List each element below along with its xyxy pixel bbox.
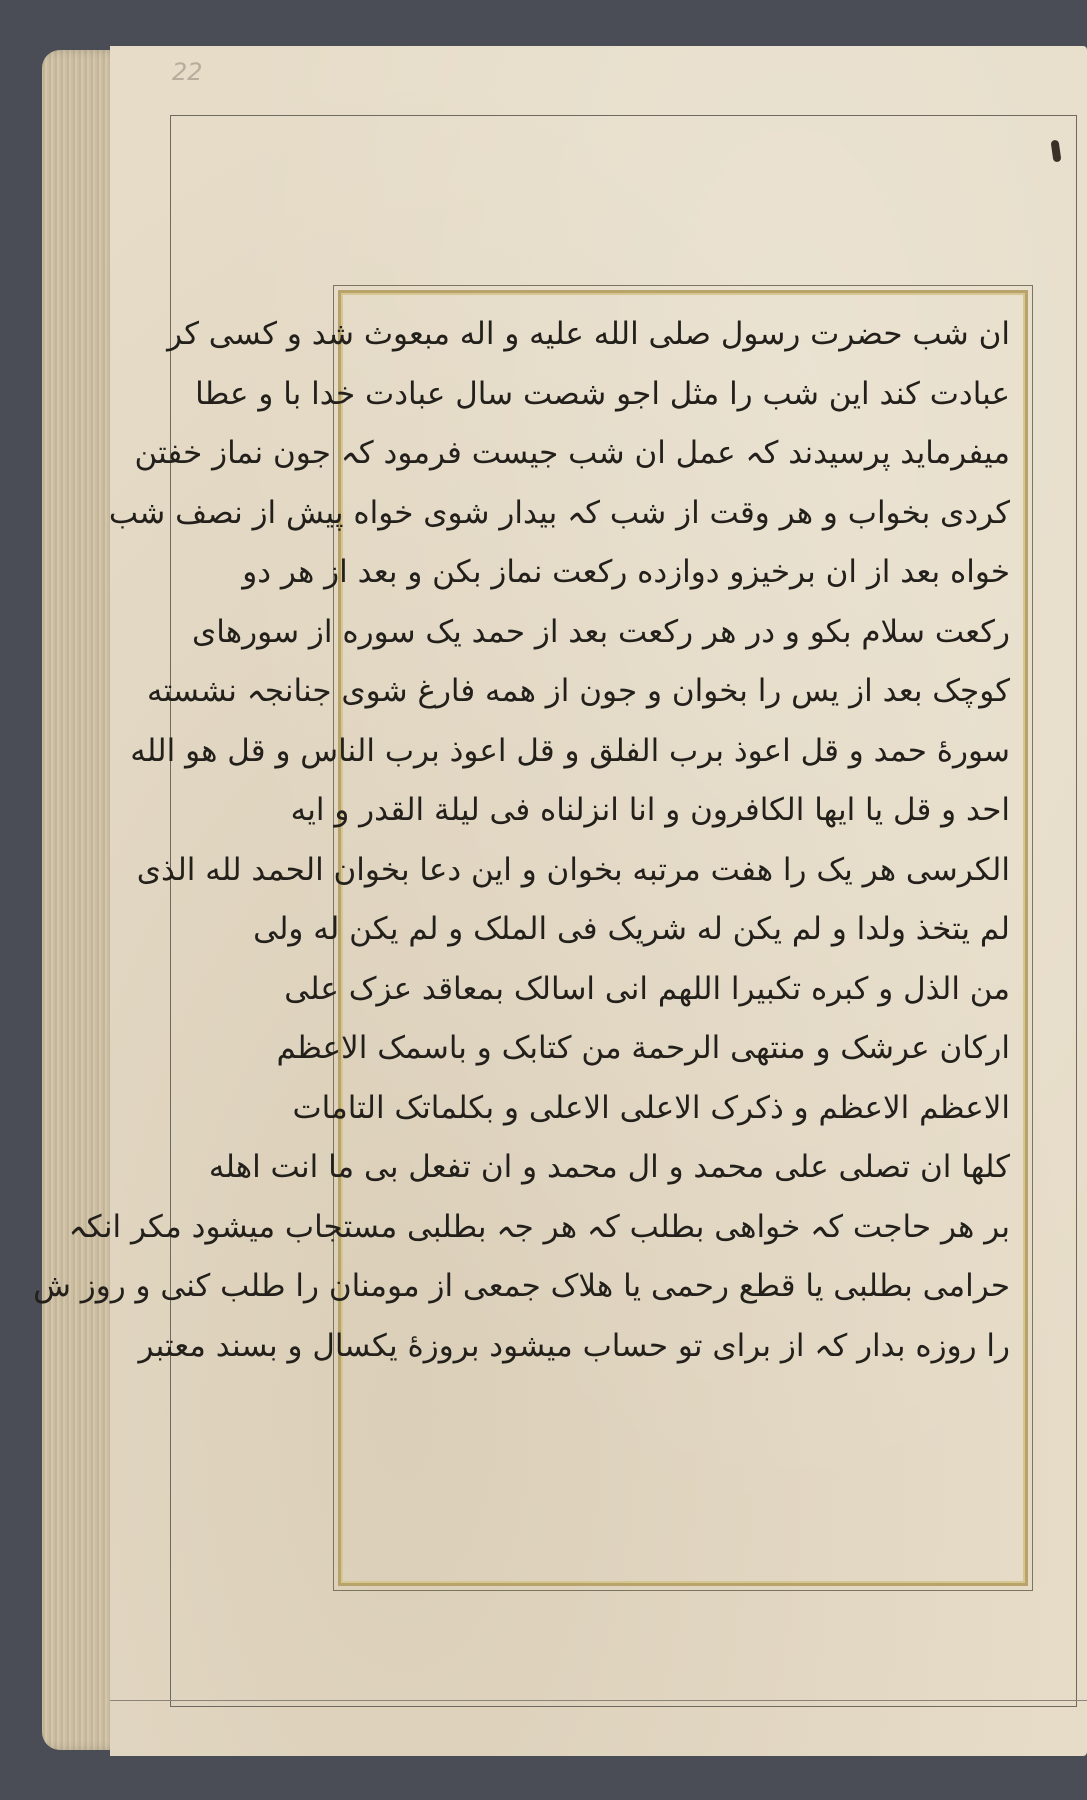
text-line: الکرسی هر یک را هفت مرتبه بخوان و این دعا بخوان الحمد لله الذی [136,851,1010,888]
text-line: رکعت سلام بکو و در هر رکعت بعد از حمد یک سوره از سورهای [192,613,1010,650]
text-line: ارکان عرشک و منتهی الرحمة من کتابک و باسمک الاعظم [276,1030,1010,1066]
bottom-rule [110,1700,1087,1701]
text-line: حرامی بطلبی یا قطع رحمی یا هلاک جمعی از مومنان را طلب کنی و روز ش [33,1268,1010,1304]
text-line: ان شب حضرت رسول صلی الله علیه و اله مبعوث شد و کسی کر [167,316,1010,352]
text-line: عبادت کند این شب را مثل اجو شصت سال عبادت خدا با و عطا [195,375,1010,412]
text-line: لم یتخذ ولدا و لم یکن له شریک فی الملک و لم یکن له ولی [253,911,1010,947]
text-line: کردی بخواب و هر وقت از شب کہ بیدار شوی خواه پیش از نصف شب [108,494,1010,531]
text-line: خواه بعد از ان برخیزو دوازده رکعت نماز بکن و بعد از هر دو [242,554,1010,590]
text-line: بر هر حاجت کہ خواهی بطلب کہ هر جہ بطلبی مستجاب میشود مکر انکہ [68,1208,1010,1245]
manuscript-text-block [33,305,1010,1565]
text-line: را روزه بدار کہ از برای تو حساب میشود بروزهٔ یکسال و بسند معتبر [138,1327,1010,1364]
text-line: کلها ان تصلی علی محمد و ال محمد و ان تفعل بی ما انت اهله [208,1149,1010,1185]
text-line: میفرماید پرسیدند کہ عمل ان شب جیست فرمود کہ جون نماز خفتن [134,435,1010,471]
text-line: کوچک بعد از یس را بخوان و جون از همه فارغ شوی جنانجہ نشسته [146,673,1010,709]
text-line: من الذل و کبره تکبیرا اللهم انی اسالک بمعاقد عزک علی [284,970,1010,1007]
text-line: احد و قل یا ایها الکافرون و انا انزلناه فی لیلة القدر و ایه [290,792,1010,828]
folio-number: 22 [172,58,203,86]
text-line: الاعظم الاعظم و ذکرک الاعلی الاعلی و بکلماتک التامات [292,1089,1010,1126]
text-line: سورهٔ حمد و قل اعوذ برب الفلق و قل اعوذ برب الناس و قل هو الله [130,732,1010,769]
